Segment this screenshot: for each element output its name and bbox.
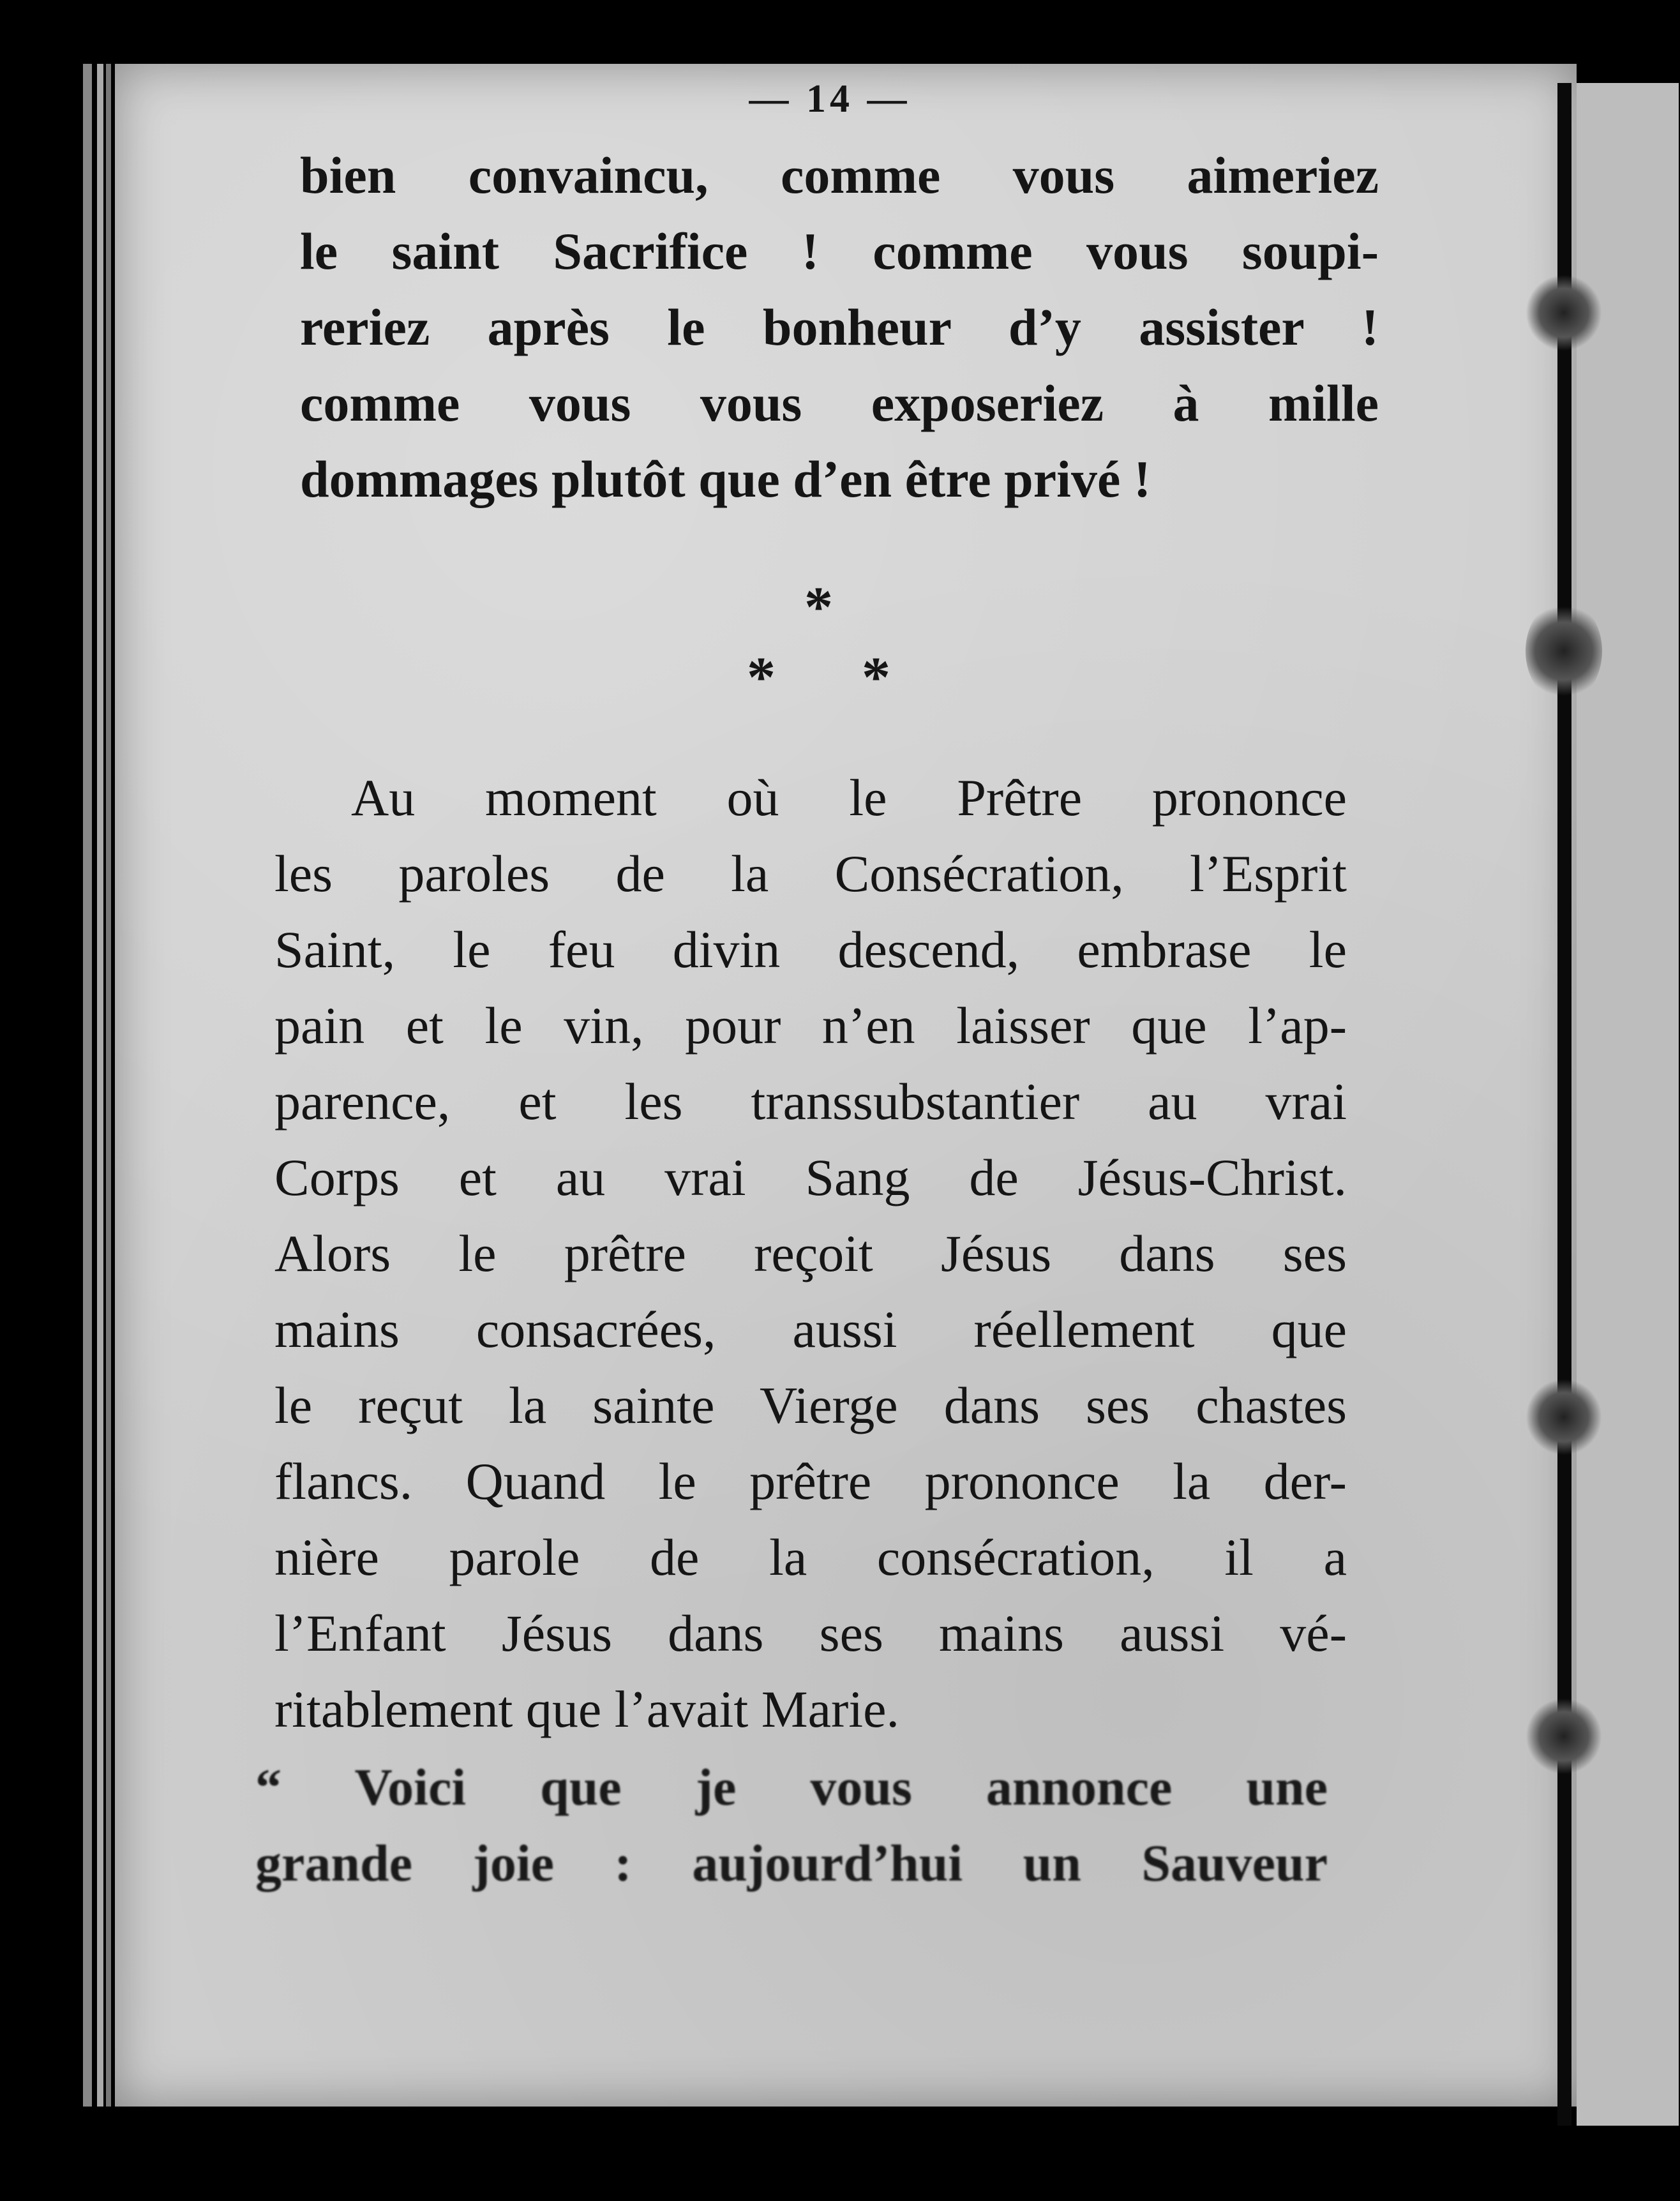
text-line: Au moment où le Prêtre prononce	[351, 769, 1347, 827]
asterism-star: *	[862, 646, 890, 709]
binding-stitch	[1526, 1698, 1602, 1775]
page-edge-left-outer	[83, 64, 92, 2107]
text-line: dommages plutôt que d’en être privé !	[300, 450, 1151, 508]
text-line: l’Enfant Jésus dans ses mains aussi vé-	[274, 1604, 1347, 1662]
text-line: les paroles de la Consécration, l’Esprit	[274, 845, 1347, 903]
asterism-star: *	[804, 576, 833, 639]
text-line: Alors le prêtre reçoit Jésus dans ses	[274, 1224, 1347, 1282]
text-line: bien convaincu, comme vous aimeriez	[300, 146, 1379, 204]
text-line: mains consacrées, aussi réellement que	[274, 1300, 1347, 1358]
text-line: Saint, le feu divin descend, embrase le	[274, 920, 1347, 979]
binding-stitch	[1526, 1379, 1602, 1455]
paragraph-2	[274, 760, 1347, 1747]
binding-stitch	[1526, 274, 1602, 351]
text-line: nière parole de la consécration, il a	[274, 1528, 1347, 1586]
text-line: reriez après le bonheur d’y assister !	[300, 298, 1379, 356]
text-line: “ Voici que je vous annonce une	[255, 1758, 1328, 1816]
text-line: grande joie : aujourd’hui un Sauveur	[255, 1834, 1328, 1892]
text-line: le reçut la sainte Vierge dans ses chastes	[274, 1376, 1347, 1434]
paragraph-3	[255, 1749, 1328, 1901]
text-line: ritablement que l’avait Marie.	[274, 1680, 900, 1738]
page-number: — 14 —	[749, 77, 911, 121]
binding-stitch	[1526, 600, 1602, 702]
text-line: le saint Sacrifice ! comme vous soupi-	[300, 222, 1379, 280]
binding-spine	[1557, 83, 1571, 2126]
text-line: Corps et au vrai Sang de Jésus-Christ.	[274, 1148, 1347, 1206]
text-line: parence, et les transsubstantier au vrai	[274, 1072, 1347, 1131]
text-line: flancs. Quand le prêtre prononce la der-	[274, 1452, 1347, 1510]
asterism-divider	[734, 575, 894, 709]
facing-page-strip	[1577, 83, 1679, 2126]
page-edge-left-inner	[106, 64, 111, 2107]
paragraph-1	[300, 137, 1379, 517]
page-edge-left-middle	[97, 64, 103, 2107]
text-line: pain et le vin, pour n’en laisser que l’ap-	[274, 996, 1347, 1055]
text-line: comme vous vous exposeriez à mille	[300, 374, 1379, 432]
asterism-star: *	[747, 646, 776, 709]
